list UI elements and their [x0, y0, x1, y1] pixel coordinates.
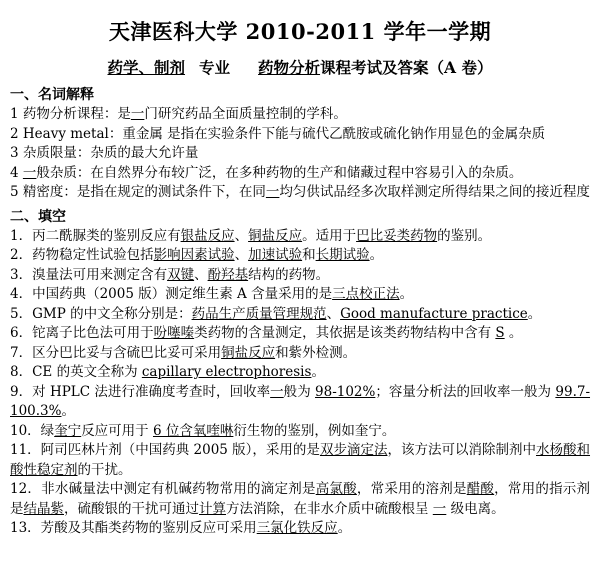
fill-item: 6．铊离子比色法可用于吩噻嗪类药物的含量测定，其依据是该类药物结构中含有 S 。 [10, 325, 523, 341]
term-item: 5 精密度：是指在规定的测试条件下，在同一均匀供试品经多次取样测定所得结果之间的接近程度 [10, 184, 590, 200]
fill-item: 1．丙二酰脲类的鉴别反应有银盐反应、铜盐反应。适用于巴比妥类药物的鉴别。 [10, 227, 492, 244]
course-underline: 药物分析 [258, 58, 321, 77]
term-item: 1 药物分析课程：是一门研究药品全面质量控制的学科。 [10, 106, 347, 122]
term-item: 3 杂质限量：杂质的最大允许量 [10, 145, 199, 161]
section-heading-2: 二、填空 [10, 208, 66, 225]
fill-item: 5．GMP 的中文全称分别是：药品生产质量管理规范、Good manufacture practice。 [10, 305, 542, 322]
fill-item: 9．对 HPLC 法进行准确度考查时，回收率一般为 98-102%；容量分析法的回收率一般为 99.7-100.3%。 [10, 383, 591, 419]
fill-item: 2．药物稳定性试验包括影响因素试验、加速试验和长期试验。 [10, 247, 384, 263]
term-item: 2 Heavy metal：重金属 是指在实验条件下能与硫代乙酰胺或硫化钠作用显色的金属杂质 [10, 125, 546, 142]
page-title: 天津医科大学 2010-2011 学年一学期 [108, 19, 492, 44]
section-heading-1: 一、名词解释 [10, 87, 94, 103]
exam-subtitle [10, 56, 590, 78]
major-underline: 药学、制剂 [107, 58, 186, 77]
fill-item: 4．中国药典（2005 版）测定维生素 A 含量采用的是三点校正法。 [10, 286, 414, 302]
subtitle-tail: 课程考试及答案（A 卷） [320, 58, 493, 77]
fill-item: 13．芳酸及其酯类药物的鉴别反应可采用三氯化铁反应。 [10, 520, 352, 536]
fill-item: 10．绿奎宁反应可用于 6 位含氧喹啉衍生物的鉴别，例如奎宁。 [10, 422, 396, 439]
fill-item: 7．区分巴比妥与含硫巴比妥可采用铜盐反应和紫外检测。 [10, 344, 357, 361]
fill-item: 12．非水碱量法中测定有机碱药物常用的滴定剂是高氯酸，常采用的溶剂是醋酸，常用的指示剂是结晶紫，硫酸银的干扰可通过计算方法消除，在非水介质中硫酸根呈 一 级电离。 [10, 481, 591, 517]
term-item: 4 一般杂质：在自然界分布较广泛，在多种药物的生产和储藏过程中容易引入的杂质。 [10, 164, 523, 181]
fill-item: 8．CE 的英文全称为 capillary electrophoresis。 [10, 364, 325, 380]
fill-item: 3．溴量法可用来测定含有双键、酚羟基结构的药物。 [10, 266, 330, 283]
major-word: 专业 [199, 58, 231, 77]
fill-item: 11．阿司匹林片剂（中国药典 2005 版），采用的是双步滴定法，该方法可以消除制剂中水杨酸和酸性稳定剂的干扰。 [10, 442, 591, 478]
